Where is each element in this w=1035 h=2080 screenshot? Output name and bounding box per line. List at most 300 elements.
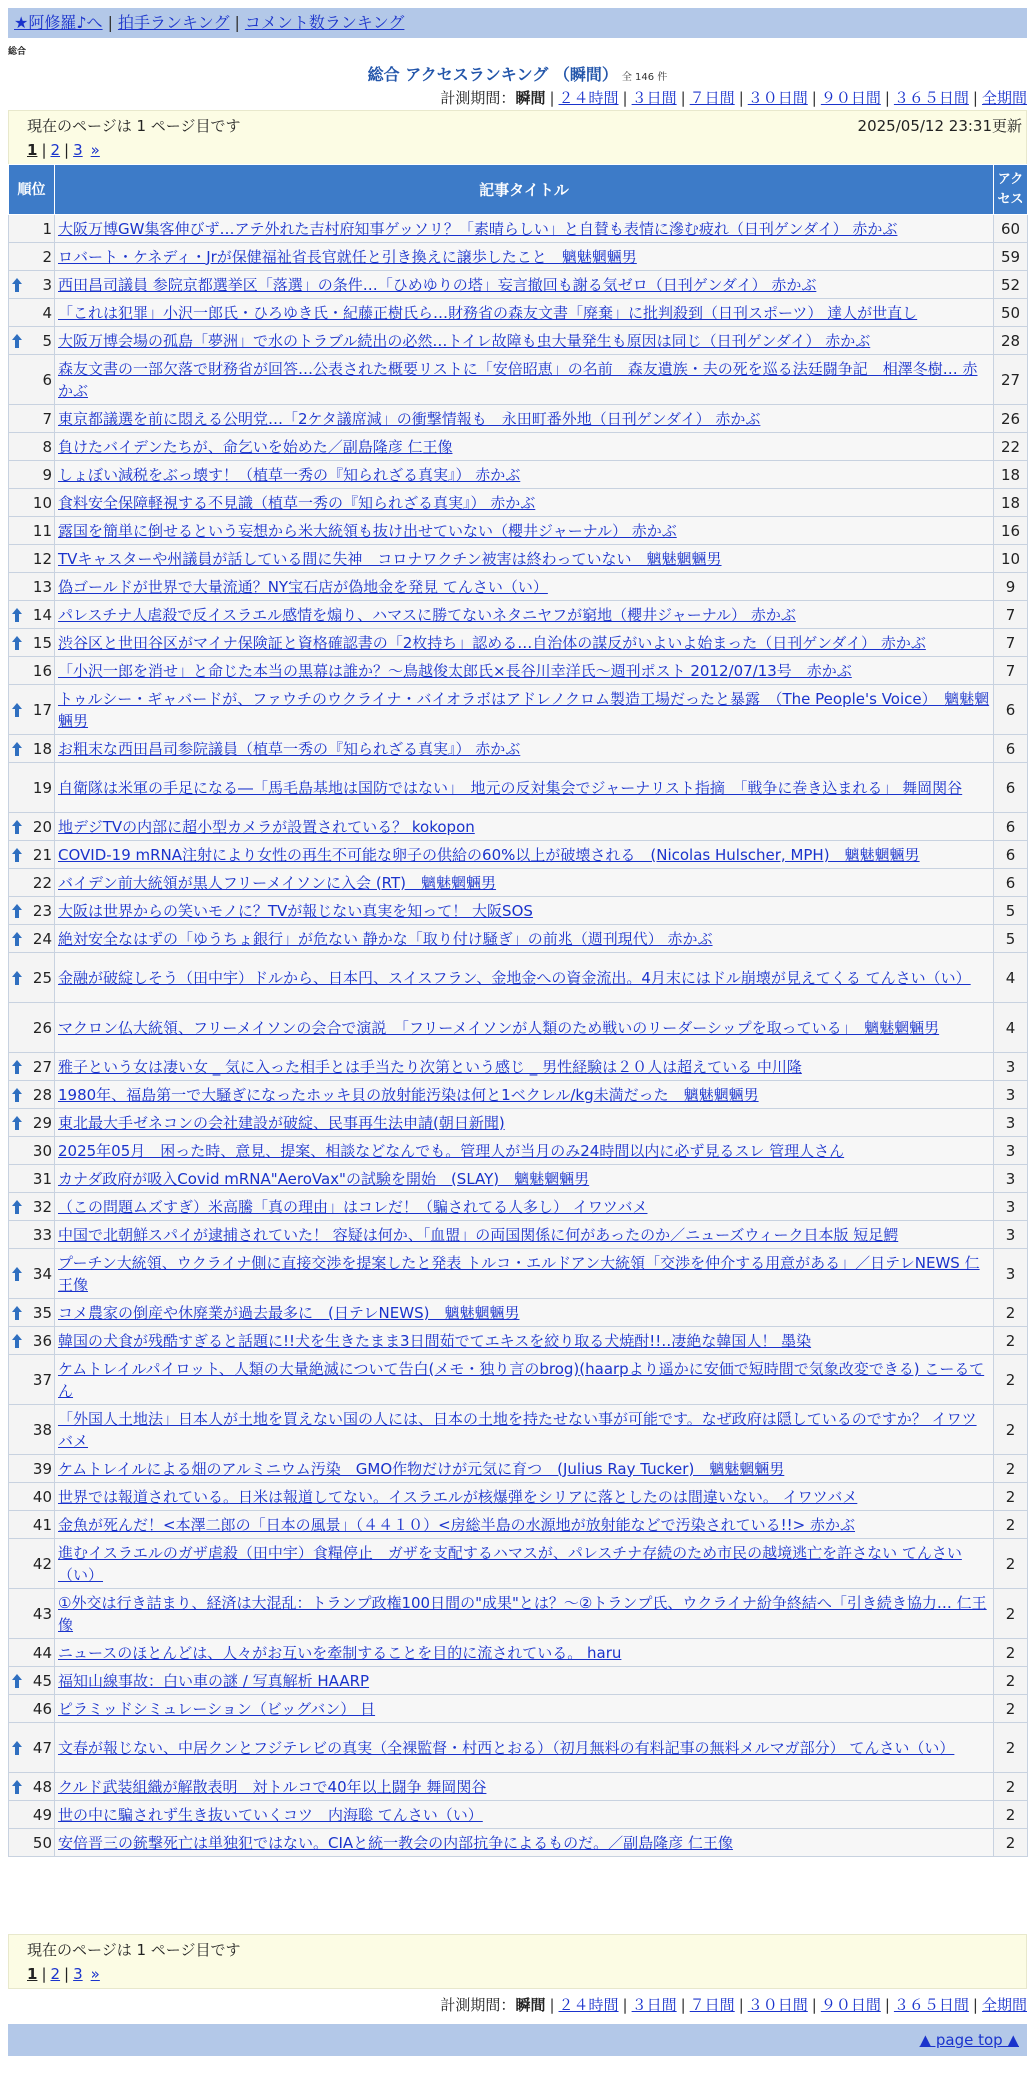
rank-number: 5 [42, 331, 52, 350]
access-count: 2 [994, 1299, 1028, 1327]
rank-number: 33 [32, 1225, 52, 1244]
rank-number: 8 [42, 437, 52, 456]
rank-cell [9, 1355, 55, 1405]
rank-number: 30 [32, 1141, 52, 1160]
next-page-link[interactable]: » [90, 141, 100, 159]
rank-number: 41 [32, 1515, 52, 1534]
rank-cell [9, 1639, 55, 1667]
rank-cell [9, 1829, 55, 1857]
rank-up-arrow-icon [12, 608, 22, 622]
table-row [9, 405, 1028, 433]
rank-cell [9, 327, 55, 355]
period-365d-link-bottom[interactable]: ３６５日間 [893, 1996, 969, 2014]
rank-cell [9, 869, 55, 897]
title-cell [55, 601, 994, 629]
rank-number: 40 [32, 1487, 52, 1506]
table-row [9, 925, 1028, 953]
access-count: 2 [994, 1455, 1028, 1483]
table-row [9, 489, 1028, 517]
article-link[interactable]: COVID-19 mRNA注射により女性の再生不可能な卵子の供給の60%以上が破壊される (Nicolas Hulscher, MPH) 魑魅魍魎男 [58, 845, 920, 864]
article-link[interactable]: 偽ゴールドが世界で大量流通？NY宝石店が偽地金を発見 てんさい（い） [58, 577, 548, 596]
access-count: 10 [994, 545, 1028, 573]
rank-number: 22 [32, 873, 52, 892]
rank-up-arrow-icon [12, 1780, 22, 1794]
title-cell [55, 1695, 994, 1723]
period-90d-link-bottom[interactable]: ９０日間 [820, 1996, 881, 2014]
article-link[interactable]: 森友文書の一部欠落で財務省が回答…公表された概要リストに「安倍昭恵」の名前 森友遺族・夫の死を巡る法廷闘争記 相澤冬樹… 赤かぶ [58, 359, 978, 400]
rank-cell [9, 953, 55, 1003]
table-row [9, 1773, 1028, 1801]
article-link[interactable]: 「これは犯罪」小沢一郎氏・ひろゆき氏・紀藤正樹氏ら…財務省の森友文書「廃棄」に批判殺到（日刊スポーツ） 達人が世直し [58, 303, 918, 322]
title-cell [55, 1299, 994, 1327]
article-link[interactable]: 大阪万博GW集客伸びず…アテ外れた吉村府知事ゲッソリ？「素晴らしい」と自賛も表情に滲む疲れ（日刊ゲンダイ） 赤かぶ [58, 219, 898, 238]
home-link[interactable]: ★阿修羅♪へ [14, 13, 103, 32]
rank-header: 順位 [9, 165, 55, 215]
rank-cell [9, 925, 55, 953]
page-title-text: 総合 アクセスランキング （瞬間） [367, 65, 618, 84]
rank-number: 21 [32, 845, 52, 864]
updated-time: 2025/05/12 23:31更新 [857, 117, 1022, 135]
rank-cell [9, 1327, 55, 1355]
access-count: 5 [994, 897, 1028, 925]
title-cell [55, 1773, 994, 1801]
rank-up-arrow-icon [12, 848, 22, 862]
article-link[interactable]: ケムトレイルパイロット、人類の大量絶滅について告白(メモ・独り言のbrog)(haarpより遥かに安価で短時間で気象改変できる) こーるてん [58, 1359, 985, 1400]
table-row [9, 1053, 1028, 1081]
title-cell [55, 1801, 994, 1829]
pagination: 1 | 2 | 3 » [27, 141, 100, 159]
table-row [9, 1299, 1028, 1327]
rank-number: 32 [32, 1197, 52, 1216]
article-link[interactable]: 文春が報じない、中居クンとフジテレビの真実（全裸監督・村西とおる）（初月無料の有料記事の無料メルマガ部分） てんさい（い） [58, 1738, 955, 1757]
current-page-text: 現在のページは 1 ページ目です [27, 117, 241, 135]
rank-cell [9, 1221, 55, 1249]
article-link[interactable]: クルド武装組織が解散表明 対トルコで40年以上闘争 舞岡関谷 [58, 1777, 487, 1796]
rank-number: 26 [32, 1018, 52, 1037]
title-cell [55, 517, 994, 545]
rank-number: 14 [32, 605, 52, 624]
pagination-bottom: 1 | 2 | 3 » [27, 1965, 100, 1983]
access-count: 6 [994, 763, 1028, 813]
rank-up-arrow-icon [12, 636, 22, 650]
rank-number: 34 [32, 1264, 52, 1283]
rank-cell [9, 629, 55, 657]
page-3-link-bottom[interactable]: 3 [73, 1965, 83, 1983]
rank-number: 12 [32, 549, 52, 568]
access-count: 2 [994, 1695, 1028, 1723]
table-row [9, 1109, 1028, 1137]
article-link[interactable]: しょぼい減税をぶっ壊す！（植草一秀の『知られざる真実』） 赤かぶ [58, 465, 521, 484]
title-cell [55, 1327, 994, 1355]
title-cell [55, 763, 994, 813]
title-cell [55, 953, 994, 1003]
rank-cell [9, 405, 55, 433]
rank-cell [9, 355, 55, 405]
rank-number: 37 [32, 1370, 52, 1389]
title-cell [55, 299, 994, 327]
access-count: 3 [994, 1053, 1028, 1081]
access-count: 18 [994, 489, 1028, 517]
rank-cell [9, 1589, 55, 1639]
rank-cell [9, 1081, 55, 1109]
table-row [9, 1695, 1028, 1723]
access-count: 59 [994, 243, 1028, 271]
rank-cell [9, 545, 55, 573]
rank-cell [9, 1773, 55, 1801]
rank-up-arrow-icon [12, 971, 22, 985]
rank-number: 15 [32, 633, 52, 652]
table-row [9, 869, 1028, 897]
rank-number: 7 [42, 409, 52, 428]
period-24h-link[interactable]: ２４時間 [558, 89, 619, 107]
rank-number: 4 [42, 303, 52, 322]
article-link[interactable]: 西田昌司議員 参院京都選挙区「落選」の条件…「ひめゆりの塔」妄言撤回も謝る気ゼロ（日刊ゲンダイ） 赤かぶ [58, 275, 817, 294]
period-3d-link[interactable]: ３日間 [631, 89, 677, 107]
title-cell [55, 243, 994, 271]
title-cell [55, 1165, 994, 1193]
article-link[interactable]: 進むイスラエルのガザ虐殺（田中宇）食糧停止 ガザを支配するハマスが、パレスチナ存続のため市民の越境逃亡を許さない てんさい（い） [58, 1543, 962, 1584]
period-3d-link-bottom[interactable]: ３日間 [631, 1996, 677, 2014]
rank-cell [9, 601, 55, 629]
period-24h-link-bottom[interactable]: ２４時間 [558, 1996, 619, 2014]
rank-number: 38 [32, 1420, 52, 1439]
title-cell [55, 1221, 994, 1249]
period-30d-link[interactable]: ３０日間 [747, 89, 808, 107]
rank-number: 47 [32, 1738, 52, 1757]
table-row [9, 1355, 1028, 1405]
access-count: 3 [994, 1109, 1028, 1137]
article-link[interactable]: 大阪は世界からの笑いモノに？TVが報じない真実を知って！ 大阪SOS [58, 901, 533, 920]
rank-number: 45 [32, 1671, 52, 1690]
access-count: 7 [994, 629, 1028, 657]
title-cell [55, 1667, 994, 1695]
rank-cell [9, 215, 55, 243]
table-row [9, 629, 1028, 657]
article-link[interactable]: マクロン仏大統領、フリーメイソンの会合で演説 「フリーメイソンが人類のため戦いのリーダーシップを取っている」 魑魅魍魎男 [58, 1018, 940, 1037]
article-link[interactable]: パレスチナ人虐殺で反イスラエル感情を煽り、ハマスに勝てないネタニヤフが窮地（櫻井ジャーナル） 赤かぶ [58, 605, 796, 624]
page-top-link[interactable]: ▲ page top ▲ [919, 2031, 1019, 2049]
period-label-bottom: 計測期間： [440, 1996, 516, 2014]
rank-cell [9, 1165, 55, 1193]
rank-cell [9, 1003, 55, 1053]
article-link[interactable]: （この問題ムズすぎ）米高騰「真の理由」はコレだ！（騙されてる人多し） イワツバメ [58, 1197, 648, 1216]
access-count: 7 [994, 657, 1028, 685]
rank-cell [9, 1137, 55, 1165]
rank-number: 23 [32, 901, 52, 920]
table-row [9, 271, 1028, 299]
applause-ranking-link[interactable]: 拍手ランキング [117, 13, 230, 32]
period-selector-top: 計測期間：瞬間 | ２４時間 | ３日間 | ７日間 | ３０日間 | ９０日間 | ３６５日間 | 全期間 [440, 89, 1027, 107]
article-link[interactable]: 金融が破綻しそう（田中宇）ドルから、日本円、スイスフラン、金地金への資金流出。4月末にはドル崩壊が見えてくる てんさい（い） [58, 968, 971, 987]
page-2-link[interactable]: 2 [50, 141, 61, 159]
rank-cell [9, 897, 55, 925]
title-cell [55, 271, 994, 299]
access-count: 3 [994, 1137, 1028, 1165]
page-2-link-bottom[interactable]: 2 [50, 1965, 61, 1983]
rank-cell [9, 1801, 55, 1829]
access-count: 3 [994, 1081, 1028, 1109]
title-cell [55, 897, 994, 925]
table-row [9, 1327, 1028, 1355]
period-7d-link-bottom[interactable]: ７日間 [689, 1996, 735, 2014]
rank-cell [9, 1667, 55, 1695]
table-row [9, 1483, 1028, 1511]
period-all-link[interactable]: 全期間 [981, 89, 1027, 107]
article-link[interactable]: 渋谷区と世田谷区がマイナ保険証と資格確認書の「2枚持ち」認める…自治体の謀反がいよいよ始まった（日刊ゲンダイ） 赤かぶ [58, 633, 926, 652]
rank-number: 20 [32, 817, 52, 836]
access-count: 3 [994, 1221, 1028, 1249]
comment-ranking-link[interactable]: コメント数ランキング [244, 13, 405, 32]
rank-number: 13 [32, 577, 52, 596]
table-row [9, 433, 1028, 461]
access-count: 22 [994, 433, 1028, 461]
article-link[interactable]: 東北最大手ゼネコンの会社建設が破綻、民事再生法申請(朝日新聞) [58, 1113, 505, 1132]
rank-number: 17 [32, 700, 52, 719]
access-count: 4 [994, 1003, 1028, 1053]
article-link[interactable]: ケムトレイルによる畑のアルミニウム汚染 GMO作物だけが元気に育つ (Julius Ray Tucker) 魑魅魍魎男 [58, 1459, 785, 1478]
article-link[interactable]: 露国を簡単に倒せるという妄想から米大統領も抜け出せていない（櫻井ジャーナル） 赤かぶ [58, 521, 677, 540]
access-header: アクセス [994, 165, 1028, 215]
period-30d-link-bottom[interactable]: ３０日間 [747, 1996, 808, 2014]
title-cell [55, 1003, 994, 1053]
rank-up-arrow-icon [12, 742, 22, 756]
article-link[interactable]: 大阪万博会場の孤島「夢洲」で水のトラブル続出の必然…トイレ故障も虫大量発生も原因は同じ（日刊ゲンダイ） 赤かぶ [58, 331, 871, 350]
access-count: 7 [994, 601, 1028, 629]
rank-number: 11 [32, 521, 52, 540]
article-link[interactable]: 自衛隊は米軍の手足になる―「馬毛島基地は国防ではない」 地元の反対集会でジャーナリスト指摘 「戦争に巻き込まれる」 舞岡関谷 [58, 778, 963, 797]
table-row [9, 215, 1028, 243]
table-row [9, 299, 1028, 327]
table-row [9, 1639, 1028, 1667]
access-count: 2 [994, 1539, 1028, 1589]
rank-cell [9, 1299, 55, 1327]
table-row [9, 1455, 1028, 1483]
rank-cell [9, 1193, 55, 1221]
access-count: 2 [994, 1723, 1028, 1773]
title-cell [55, 573, 994, 601]
title-cell [55, 813, 994, 841]
article-link[interactable]: バイデン前大統領が黒人フリーメイソンに入会 (RT) 魑魅魍魎男 [58, 873, 497, 892]
article-link[interactable]: 世の中に騙されず生き抜いていくコツ 内海聡 てんさい（い） [58, 1805, 483, 1824]
title-cell [55, 841, 994, 869]
rank-number: 50 [32, 1833, 52, 1852]
access-count: 4 [994, 953, 1028, 1003]
article-link[interactable]: 東京都議選を前に悶える公明党…「2ケタ議席減」の衝撃情報も 永田町番外地（日刊ゲンダイ） 赤かぶ [58, 409, 761, 428]
rank-cell [9, 573, 55, 601]
rank-cell [9, 1109, 55, 1137]
article-link[interactable]: 食料安全保障軽視する不見識（植草一秀の『知られざる真実』） 赤かぶ [58, 493, 536, 512]
access-count: 28 [994, 327, 1028, 355]
access-count: 2 [994, 1773, 1028, 1801]
top-nav-bar: ★阿修羅♪へ | 拍手ランキング | コメント数ランキング [8, 8, 1027, 38]
article-link[interactable]: ①外交は行き詰まり、経済は大混乱：トランプ政権100日間の"成果"とは？～②トランプ氏、ウクライナ紛争終結へ「引き続き協力… 仁王像 [58, 1593, 987, 1634]
table-row [9, 1003, 1028, 1053]
period-7d-link[interactable]: ７日間 [689, 89, 735, 107]
rank-number: 46 [32, 1699, 52, 1718]
article-link[interactable]: ピラミッドシミュレーション（ビッグバン） 日 [58, 1699, 376, 1718]
access-count: 2 [994, 1639, 1028, 1667]
table-row [9, 243, 1028, 271]
rank-up-arrow-icon [12, 1674, 22, 1688]
bottom-bar [8, 2024, 1027, 2056]
article-link[interactable]: 地デジTVの内部に超小型カメラが設置されている？ kokopon [58, 817, 475, 836]
rank-number: 49 [32, 1805, 52, 1824]
title-cell [55, 1193, 994, 1221]
rank-number: 27 [32, 1057, 52, 1076]
access-count: 6 [994, 685, 1028, 735]
access-count: 2 [994, 1327, 1028, 1355]
rank-number: 16 [32, 661, 52, 680]
rank-up-arrow-icon [12, 1334, 22, 1348]
table-row [9, 545, 1028, 573]
rank-up-arrow-icon [12, 1267, 22, 1281]
title-cell [55, 461, 994, 489]
title-cell [55, 1639, 994, 1667]
rank-number: 29 [32, 1113, 52, 1132]
article-link[interactable]: ニュースのほとんどは、人々がお互いを牽制することを目的に流されている。 haru [58, 1643, 622, 1662]
table-row [9, 1511, 1028, 1539]
article-link[interactable]: 負けたバイデンたちが、命乞いを始めた／副島隆彦 仁王像 [58, 437, 453, 456]
page-current: 1 [27, 141, 38, 159]
next-page-link-bottom[interactable]: » [90, 1965, 100, 1983]
article-link[interactable]: 金魚が死んだ！<本澤二郎の「日本の風景」（４４１０）<房総半島の水源地が放射能などで汚染されている!!> 赤かぶ [58, 1515, 856, 1534]
rank-up-arrow-icon [12, 703, 22, 717]
period-90d-link[interactable]: ９０日間 [820, 89, 881, 107]
rank-cell [9, 1539, 55, 1589]
title-cell [55, 1249, 994, 1299]
access-count: 2 [994, 1667, 1028, 1695]
article-link[interactable]: ロバート・ケネディ・Jrが保健福祉省長官就任と引き換えに譲歩したこと 魑魅魍魎男 [58, 247, 637, 266]
rank-cell [9, 1455, 55, 1483]
rank-number: 18 [32, 739, 52, 758]
access-count: 3 [994, 1165, 1028, 1193]
access-count: 2 [994, 1405, 1028, 1455]
access-count: 5 [994, 925, 1028, 953]
rank-up-arrow-icon [12, 932, 22, 946]
table-row [9, 1801, 1028, 1829]
access-count: 2 [994, 1511, 1028, 1539]
table-row [9, 657, 1028, 685]
title-cell [55, 1405, 994, 1455]
article-link[interactable]: 絶対安全なはずの「ゆうちょ銀行」が危ない 静かな「取り付け騒ぎ」の前兆（週刊現代） 赤かぶ [58, 929, 713, 948]
rank-cell [9, 1249, 55, 1299]
page-title [0, 62, 1035, 85]
title-cell [55, 405, 994, 433]
table-row [9, 1081, 1028, 1109]
table-row [9, 1249, 1028, 1299]
total-count: 全 146 件 [621, 72, 668, 83]
article-link[interactable]: 世界では報道されている。日米は報道してない。イスラエルが核爆弾をシリアに落としたのは間違いない。 イワツバメ [58, 1487, 858, 1506]
rank-number: 44 [32, 1643, 52, 1662]
title-cell [55, 489, 994, 517]
access-count: 2 [994, 1829, 1028, 1857]
title-cell [55, 735, 994, 763]
access-count: 2 [994, 1355, 1028, 1405]
table-row [9, 1405, 1028, 1455]
period-365d-link[interactable]: ３６５日間 [893, 89, 969, 107]
rank-number: 2 [42, 247, 52, 266]
article-link[interactable]: 「外国人土地法」日本人が土地を買えない国の人には、日本の土地を持たせない事が可能です。なぜ政府は隠しているのですか？ イワツバメ [58, 1409, 977, 1450]
rank-number: 25 [32, 968, 52, 987]
rank-up-arrow-icon [12, 1200, 22, 1214]
rank-number: 10 [32, 493, 52, 512]
article-link[interactable]: 福知山線事故：白い車の謎 / 写真解析 HAARP [58, 1671, 370, 1690]
title-cell [55, 685, 994, 735]
title-cell [55, 545, 994, 573]
rank-up-arrow-icon [12, 1306, 22, 1320]
access-count: 16 [994, 517, 1028, 545]
rank-cell [9, 735, 55, 763]
title-cell [55, 433, 994, 461]
period-current-bottom: 瞬間 [515, 1996, 546, 2014]
access-count: 6 [994, 735, 1028, 763]
rank-cell [9, 1695, 55, 1723]
table-row [9, 763, 1028, 813]
rank-number: 43 [32, 1604, 52, 1623]
article-link[interactable]: コメ農家の倒産や休廃業が過去最多に (日テレNEWS) 魑魅魍魎男 [58, 1303, 520, 1322]
rank-cell [9, 1511, 55, 1539]
rank-up-arrow-icon [12, 1060, 22, 1074]
title-cell [55, 1053, 994, 1081]
rank-cell [9, 657, 55, 685]
period-all-link-bottom[interactable]: 全期間 [981, 1996, 1027, 2014]
article-link[interactable]: TVキャスターや州議員が話している間に失神 コロナワクチン被害は終わっていない 魑魅魍魎男 [58, 549, 722, 568]
table-row [9, 1221, 1028, 1249]
access-count: 2 [994, 1589, 1028, 1639]
article-link[interactable]: お粗末な西田昌司参院議員（植草一秀の『知られざる真実』） 赤かぶ [58, 739, 521, 758]
table-row [9, 1723, 1028, 1773]
current-page-text-bottom: 現在のページは 1 ページ目です [27, 1941, 241, 1959]
table-row [9, 897, 1028, 925]
article-link[interactable]: 韓国の犬食が残酷すぎると話題に!!犬を生きたまま3日間茹でてエキスを絞り取る犬焼酎!!‥凄絶な韓国人！ 墨染 [58, 1331, 812, 1350]
title-cell [55, 657, 994, 685]
title-cell [55, 355, 994, 405]
title-cell [55, 629, 994, 657]
category-label: 総合 [8, 47, 27, 57]
rank-cell [9, 271, 55, 299]
rank-number: 9 [42, 465, 52, 484]
article-link[interactable]: 安倍晋三の銃撃死亡は単独犯ではない。CIAと統一教会の内部抗争によるものだ。／副島隆彦 仁王像 [58, 1833, 733, 1852]
ranking-table [8, 164, 1028, 1857]
access-count: 9 [994, 573, 1028, 601]
title-cell [55, 1723, 994, 1773]
article-link[interactable]: 1980年、福島第一で大騒ぎになったホッキ貝の放射能汚染は何と1ベクレル/kg未満だった 魑魅魍魎男 [58, 1085, 759, 1104]
table-row [9, 355, 1028, 405]
title-cell [55, 925, 994, 953]
article-link[interactable]: 雅子という女は凄い女 _ 気に入った相手とは手当たり次第という感じ _ 男性経験は２０人は超えている 中川隆 [58, 1057, 802, 1076]
rank-cell [9, 685, 55, 735]
rank-cell [9, 763, 55, 813]
title-cell [55, 869, 994, 897]
table-row [9, 1193, 1028, 1221]
article-link[interactable]: プーチン大統領、ウクライナ側に直接交渉を提案したと発表 トルコ・エルドアン大統領「交渉を仲介する用意がある」／日テレNEWS 仁王像 [58, 1253, 980, 1294]
table-row [9, 601, 1028, 629]
access-count: 3 [994, 1249, 1028, 1299]
article-link[interactable]: 2025年05月 困った時、意見、提案、相談などなんでも。管理人が当月のみ24時間以内に必ず見るスレ 管理人さん [58, 1141, 845, 1160]
rank-number: 35 [32, 1303, 52, 1322]
rank-up-arrow-icon [12, 1116, 22, 1130]
article-link[interactable]: カナダ政府が吸入Covid mRNA"AeroVax"の試験を開始 (SLAY) 魑魅魍魎男 [58, 1169, 590, 1188]
rank-number: 36 [32, 1331, 52, 1350]
article-link[interactable]: 中国で北朝鮮スパイが逮捕されていた！ 容疑は何か、「血盟」の両国関係に何があったのか／ニューズウィーク日本版 短足鰐 [58, 1225, 899, 1244]
article-link[interactable]: 「小沢一郎を消せ」と命じた本当の黒幕は誰か？～鳥越俊太郎氏×長谷川幸洋氏～週刊ポスト 2012/07/13号 赤かぶ [58, 661, 852, 680]
page-3-link[interactable]: 3 [73, 141, 83, 159]
article-link[interactable]: トゥルシー・ギャバードが、ファウチのウクライナ・バイオラボはアドレノクロム製造工場だったと暴露 （The People's Voice） 魑魅魍魎男 [58, 689, 990, 730]
title-cell [55, 1829, 994, 1857]
title-cell [55, 1483, 994, 1511]
table-row [9, 1165, 1028, 1193]
rank-number: 42 [32, 1554, 52, 1573]
